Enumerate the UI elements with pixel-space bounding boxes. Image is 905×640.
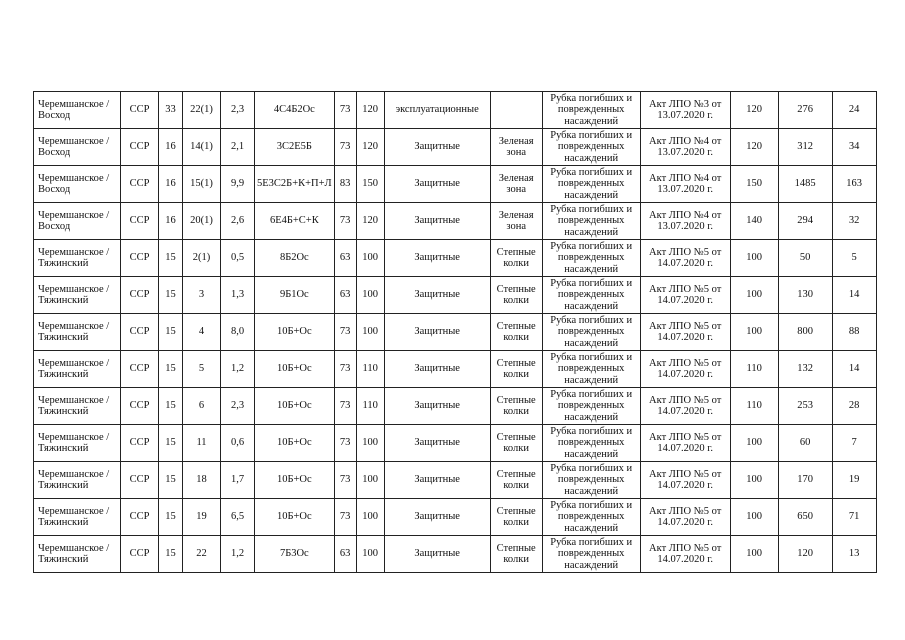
cell-species-composition: 10Б+Ос	[255, 388, 335, 425]
cell-species-composition: 10Б+Ос	[255, 499, 335, 536]
cell-quarter: 15	[159, 314, 183, 351]
cell-value-2: 312	[778, 129, 832, 166]
cell-area: 8,0	[221, 314, 255, 351]
cell-value-1: 150	[730, 166, 778, 203]
cell-protective-subcategory: Степные колки	[490, 240, 542, 277]
cell-location: Черемшанское / Тяжинский	[34, 536, 121, 573]
cell-age: 73	[334, 499, 356, 536]
cell-value-2: 120	[778, 536, 832, 573]
cell-species-composition: 10Б+Ос	[255, 425, 335, 462]
cell-age: 73	[334, 92, 356, 129]
cell-compartment: 22(1)	[183, 92, 221, 129]
cell-measure: Рубка погибших и поврежденных насаждений	[542, 425, 640, 462]
cell-value-2: 1485	[778, 166, 832, 203]
cell-forest-category: Защитные	[384, 277, 490, 314]
table-row	[34, 277, 877, 314]
cell-age: 63	[334, 277, 356, 314]
cell-cutting-age: 100	[356, 240, 384, 277]
cell-organization: ССР	[121, 166, 159, 203]
table-row	[34, 166, 877, 203]
cell-value-1: 110	[730, 388, 778, 425]
cell-location: Черемшанское / Тяжинский	[34, 462, 121, 499]
cell-compartment: 14(1)	[183, 129, 221, 166]
cell-value-1: 120	[730, 129, 778, 166]
cell-act: Акт ЛПО №4 от 13.07.2020 г.	[640, 166, 730, 203]
cell-location: Черемшанское / Тяжинский	[34, 388, 121, 425]
cell-quarter: 33	[159, 92, 183, 129]
table-row	[34, 388, 877, 425]
cell-protective-subcategory: Степные колки	[490, 277, 542, 314]
cell-act: Акт ЛПО №5 от 14.07.2020 г.	[640, 462, 730, 499]
cell-cutting-age: 110	[356, 351, 384, 388]
cell-value-3: 7	[832, 425, 876, 462]
cell-compartment: 4	[183, 314, 221, 351]
cell-organization: ССР	[121, 314, 159, 351]
cell-quarter: 15	[159, 388, 183, 425]
cell-forest-category: Защитные	[384, 166, 490, 203]
cell-quarter: 15	[159, 351, 183, 388]
cell-area: 2,3	[221, 92, 255, 129]
cell-quarter: 15	[159, 240, 183, 277]
cell-compartment: 20(1)	[183, 203, 221, 240]
cell-age: 83	[334, 166, 356, 203]
cell-area: 0,5	[221, 240, 255, 277]
cell-act: Акт ЛПО №5 от 14.07.2020 г.	[640, 425, 730, 462]
cell-protective-subcategory: Степные колки	[490, 462, 542, 499]
cell-cutting-age: 150	[356, 166, 384, 203]
cell-compartment: 2(1)	[183, 240, 221, 277]
cell-compartment: 22	[183, 536, 221, 573]
cell-age: 73	[334, 425, 356, 462]
cell-area: 2,1	[221, 129, 255, 166]
table-row	[34, 92, 877, 129]
cell-quarter: 16	[159, 203, 183, 240]
cell-area: 6,5	[221, 499, 255, 536]
cell-value-1: 120	[730, 92, 778, 129]
cell-compartment: 19	[183, 499, 221, 536]
cell-act: Акт ЛПО №5 от 14.07.2020 г.	[640, 351, 730, 388]
cell-protective-subcategory: Степные колки	[490, 314, 542, 351]
cell-organization: ССР	[121, 351, 159, 388]
cell-value-1: 140	[730, 203, 778, 240]
cell-measure: Рубка погибших и поврежденных насаждений	[542, 536, 640, 573]
cell-compartment: 3	[183, 277, 221, 314]
cell-species-composition: 7Б3Ос	[255, 536, 335, 573]
table-row	[34, 240, 877, 277]
cell-location: Черемшанское / Тяжинский	[34, 277, 121, 314]
cell-species-composition: 4С4Б2Ос	[255, 92, 335, 129]
cell-organization: ССР	[121, 536, 159, 573]
cell-act: Акт ЛПО №5 от 14.07.2020 г.	[640, 277, 730, 314]
cell-forest-category: Защитные	[384, 129, 490, 166]
cell-cutting-age: 120	[356, 92, 384, 129]
cell-act: Акт ЛПО №5 от 14.07.2020 г.	[640, 499, 730, 536]
cell-species-composition: 8Б2Ос	[255, 240, 335, 277]
cell-area: 2,3	[221, 388, 255, 425]
cell-cutting-age: 120	[356, 203, 384, 240]
cell-value-3: 34	[832, 129, 876, 166]
cell-value-1: 100	[730, 425, 778, 462]
cell-value-3: 13	[832, 536, 876, 573]
cell-location: Черемшанское / Восход	[34, 166, 121, 203]
cell-organization: ССР	[121, 499, 159, 536]
cell-organization: ССР	[121, 240, 159, 277]
cell-age: 73	[334, 351, 356, 388]
cell-organization: ССР	[121, 92, 159, 129]
cell-location: Черемшанское / Тяжинский	[34, 351, 121, 388]
cell-area: 1,2	[221, 536, 255, 573]
cell-quarter: 16	[159, 166, 183, 203]
cell-value-3: 14	[832, 351, 876, 388]
table-row	[34, 462, 877, 499]
cell-value-2: 170	[778, 462, 832, 499]
cell-measure: Рубка погибших и поврежденных насаждений	[542, 203, 640, 240]
cell-act: Акт ЛПО №5 от 14.07.2020 г.	[640, 388, 730, 425]
cell-cutting-age: 120	[356, 129, 384, 166]
cell-species-composition: 10Б+Ос	[255, 351, 335, 388]
cell-organization: ССР	[121, 129, 159, 166]
cell-measure: Рубка погибших и поврежденных насаждений	[542, 351, 640, 388]
cell-forest-category: Защитные	[384, 314, 490, 351]
cell-value-2: 130	[778, 277, 832, 314]
cell-age: 73	[334, 314, 356, 351]
cell-species-composition: 10Б+Ос	[255, 314, 335, 351]
cell-protective-subcategory: Степные колки	[490, 536, 542, 573]
cell-protective-subcategory: Степные колки	[490, 351, 542, 388]
cell-area: 1,7	[221, 462, 255, 499]
cell-protective-subcategory: Зеленая зона	[490, 166, 542, 203]
table-row	[34, 203, 877, 240]
cell-location: Черемшанское / Тяжинский	[34, 425, 121, 462]
cell-measure: Рубка погибших и поврежденных насаждений	[542, 462, 640, 499]
cell-location: Черемшанское / Восход	[34, 92, 121, 129]
cell-cutting-age: 100	[356, 536, 384, 573]
cell-value-3: 14	[832, 277, 876, 314]
table-row	[34, 499, 877, 536]
cell-act: Акт ЛПО №3 от 13.07.2020 г.	[640, 92, 730, 129]
cell-value-2: 253	[778, 388, 832, 425]
cell-protective-subcategory: Степные колки	[490, 388, 542, 425]
cell-value-3: 24	[832, 92, 876, 129]
cell-act: Акт ЛПО №4 от 13.07.2020 г.	[640, 129, 730, 166]
table-row	[34, 129, 877, 166]
cell-protective-subcategory: Степные колки	[490, 499, 542, 536]
cell-measure: Рубка погибших и поврежденных насаждений	[542, 277, 640, 314]
cell-compartment: 11	[183, 425, 221, 462]
cell-forest-category: эксплуатационные	[384, 92, 490, 129]
table-row	[34, 536, 877, 573]
cell-value-1: 100	[730, 462, 778, 499]
cell-forest-category: Защитные	[384, 462, 490, 499]
cell-forest-category: Защитные	[384, 536, 490, 573]
cell-area: 9,9	[221, 166, 255, 203]
cell-quarter: 15	[159, 277, 183, 314]
cell-act: Акт ЛПО №4 от 13.07.2020 г.	[640, 203, 730, 240]
cell-measure: Рубка погибших и поврежденных насаждений	[542, 92, 640, 129]
table-row	[34, 314, 877, 351]
cell-forest-category: Защитные	[384, 425, 490, 462]
cell-value-3: 19	[832, 462, 876, 499]
cell-value-3: 5	[832, 240, 876, 277]
cell-forest-category: Защитные	[384, 240, 490, 277]
cell-forest-category: Защитные	[384, 499, 490, 536]
cell-quarter: 15	[159, 462, 183, 499]
cell-measure: Рубка погибших и поврежденных насаждений	[542, 388, 640, 425]
cell-area: 1,3	[221, 277, 255, 314]
cell-cutting-age: 100	[356, 462, 384, 499]
cell-value-1: 100	[730, 314, 778, 351]
cell-area: 0,6	[221, 425, 255, 462]
table-row	[34, 425, 877, 462]
cell-organization: ССР	[121, 203, 159, 240]
cell-act: Акт ЛПО №5 от 14.07.2020 г.	[640, 314, 730, 351]
cell-value-2: 276	[778, 92, 832, 129]
cell-organization: ССР	[121, 388, 159, 425]
cell-age: 73	[334, 388, 356, 425]
cell-measure: Рубка погибших и поврежденных насаждений	[542, 499, 640, 536]
cell-cutting-age: 100	[356, 499, 384, 536]
cell-protective-subcategory: Степные колки	[490, 425, 542, 462]
cell-location: Черемшанское / Тяжинский	[34, 314, 121, 351]
cell-quarter: 15	[159, 536, 183, 573]
cell-measure: Рубка погибших и поврежденных насаждений	[542, 314, 640, 351]
cell-organization: ССР	[121, 425, 159, 462]
cell-value-3: 88	[832, 314, 876, 351]
cell-organization: ССР	[121, 277, 159, 314]
cell-value-3: 28	[832, 388, 876, 425]
cell-value-2: 132	[778, 351, 832, 388]
cell-measure: Рубка погибших и поврежденных насаждений	[542, 240, 640, 277]
cell-age: 73	[334, 462, 356, 499]
cell-forest-category: Защитные	[384, 203, 490, 240]
cell-value-1: 100	[730, 499, 778, 536]
cell-measure: Рубка погибших и поврежденных насаждений	[542, 166, 640, 203]
cell-cutting-age: 100	[356, 277, 384, 314]
cell-quarter: 15	[159, 499, 183, 536]
cell-age: 63	[334, 240, 356, 277]
cell-forest-category: Защитные	[384, 388, 490, 425]
cell-organization: ССР	[121, 462, 159, 499]
cell-value-3: 32	[832, 203, 876, 240]
cell-area: 1,2	[221, 351, 255, 388]
table-body	[34, 92, 877, 573]
cell-quarter: 15	[159, 425, 183, 462]
cell-protective-subcategory: Зеленая зона	[490, 129, 542, 166]
cell-species-composition: 3С2Е5Б	[255, 129, 335, 166]
cell-location: Черемшанское / Тяжинский	[34, 240, 121, 277]
forest-register-table	[33, 91, 877, 573]
cell-species-composition: 10Б+Ос	[255, 462, 335, 499]
table-row	[34, 351, 877, 388]
cell-protective-subcategory: Зеленая зона	[490, 203, 542, 240]
cell-quarter: 16	[159, 129, 183, 166]
cell-protective-subcategory	[490, 92, 542, 129]
cell-value-1: 100	[730, 240, 778, 277]
cell-value-1: 110	[730, 351, 778, 388]
cell-cutting-age: 110	[356, 388, 384, 425]
cell-species-composition: 9Б1Ос	[255, 277, 335, 314]
cell-location: Черемшанское / Восход	[34, 203, 121, 240]
cell-compartment: 5	[183, 351, 221, 388]
cell-act: Акт ЛПО №5 от 14.07.2020 г.	[640, 240, 730, 277]
cell-species-composition: 6Е4Б+С+К	[255, 203, 335, 240]
cell-value-3: 163	[832, 166, 876, 203]
cell-cutting-age: 100	[356, 425, 384, 462]
cell-compartment: 15(1)	[183, 166, 221, 203]
cell-cutting-age: 100	[356, 314, 384, 351]
cell-value-2: 650	[778, 499, 832, 536]
cell-age: 63	[334, 536, 356, 573]
cell-value-1: 100	[730, 277, 778, 314]
cell-age: 73	[334, 203, 356, 240]
cell-location: Черемшанское / Тяжинский	[34, 499, 121, 536]
cell-area: 2,6	[221, 203, 255, 240]
cell-compartment: 18	[183, 462, 221, 499]
cell-value-3: 71	[832, 499, 876, 536]
cell-forest-category: Защитные	[384, 351, 490, 388]
cell-species-composition: 5Е3С2Б+К+П+Л	[255, 166, 335, 203]
cell-value-2: 60	[778, 425, 832, 462]
cell-value-2: 294	[778, 203, 832, 240]
cell-value-2: 800	[778, 314, 832, 351]
cell-act: Акт ЛПО №5 от 14.07.2020 г.	[640, 536, 730, 573]
cell-compartment: 6	[183, 388, 221, 425]
cell-value-2: 50	[778, 240, 832, 277]
cell-value-1: 100	[730, 536, 778, 573]
cell-age: 73	[334, 129, 356, 166]
cell-location: Черемшанское / Восход	[34, 129, 121, 166]
cell-measure: Рубка погибших и поврежденных насаждений	[542, 129, 640, 166]
